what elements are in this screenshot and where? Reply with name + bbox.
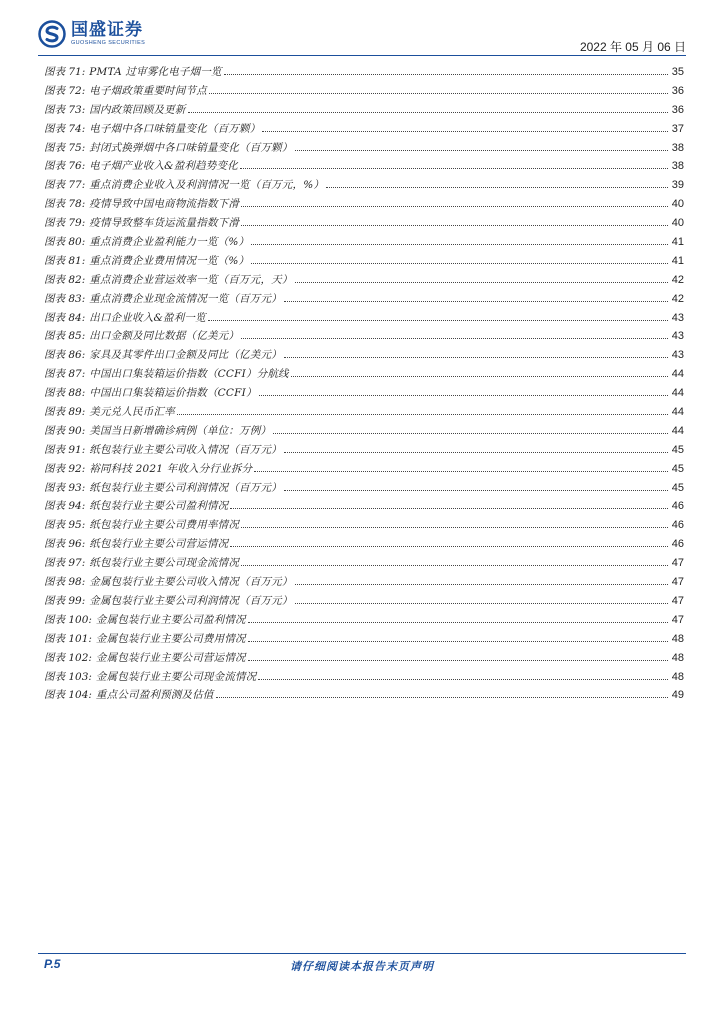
- page-ref: 38: [671, 141, 684, 154]
- page-ref: 41: [671, 254, 684, 267]
- figure-title: 疫情导致中国电商物流指数下滑: [89, 198, 240, 211]
- dot-leader: [251, 263, 668, 264]
- figure-title: 金属包装行业主要公司利润情况（百万元）: [89, 594, 293, 607]
- toc-entry[interactable]: [44, 668, 684, 687]
- toc-entry[interactable]: [44, 403, 684, 422]
- figure-title: 国内政策回顾及更新: [89, 103, 186, 116]
- toc-entry[interactable]: [44, 573, 684, 592]
- figure-title: 出口金额及同比数据（亿美元）: [89, 330, 240, 343]
- dot-leader: [241, 338, 668, 339]
- dot-leader: [248, 622, 668, 623]
- page-ref: 44: [671, 368, 684, 381]
- dot-leader: [291, 376, 668, 377]
- toc-entry[interactable]: [44, 195, 684, 214]
- figure-title: 中国出口集装箱运价指数（CCFI）分航线: [89, 368, 289, 381]
- toc-entry[interactable]: [44, 139, 684, 158]
- page-ref: 44: [671, 387, 684, 400]
- page-ref: 45: [671, 443, 684, 456]
- dot-leader: [273, 433, 668, 434]
- figure-title: 纸包装行业主要公司营运情况: [89, 538, 229, 551]
- dot-leader: [259, 395, 668, 396]
- figure-label: 图表 92:: [44, 462, 86, 475]
- figure-title: 纸包装行业主要公司费用率情况: [89, 519, 240, 532]
- page-ref: 38: [671, 160, 684, 173]
- dot-leader: [188, 112, 668, 113]
- figure-label: 图表 71:: [44, 66, 86, 78]
- dot-leader: [284, 357, 668, 358]
- figure-label: 图表 93:: [44, 481, 86, 494]
- figure-label: 图表 79:: [44, 217, 86, 230]
- figure-title: 电子烟中各口味销量变化（百万颗）: [89, 122, 261, 135]
- page-ref: 45: [671, 481, 684, 494]
- dot-leader: [295, 150, 668, 151]
- figure-label: 图表 81:: [44, 254, 86, 267]
- figure-label: 图表 98:: [44, 576, 86, 589]
- page-ref: 46: [671, 538, 684, 551]
- dot-leader: [177, 414, 668, 415]
- report-date: 2022 年 05 月 06 日: [579, 40, 686, 54]
- toc-entry[interactable]: [44, 460, 684, 479]
- figure-label: 图表 78:: [44, 198, 86, 211]
- toc-entry[interactable]: [44, 630, 684, 649]
- page-ref: 39: [671, 179, 684, 192]
- dot-leader: [251, 244, 668, 245]
- dot-leader: [262, 131, 668, 132]
- dot-leader: [258, 679, 668, 680]
- figure-title: 中国出口集装箱运价指数（CCFI）: [89, 387, 257, 400]
- page-number: P.5: [44, 957, 61, 971]
- figure-label: 图表 84:: [44, 311, 86, 324]
- page-header: [0, 0, 724, 56]
- figure-title: 出口企业收入&盈利一览: [89, 311, 206, 324]
- page-ref: 44: [671, 424, 684, 437]
- figure-label: 图表 87:: [44, 368, 86, 381]
- figure-title: 电子烟产业收入&盈利趋势变化: [89, 160, 238, 173]
- figure-label: 图表 88:: [44, 387, 86, 400]
- dot-leader: [295, 584, 668, 585]
- toc-entry[interactable]: [44, 327, 684, 346]
- figure-title: 纸包装行业主要公司现金流情况: [89, 557, 240, 570]
- figure-index-list: [44, 63, 684, 705]
- toc-entry[interactable]: [44, 441, 684, 460]
- toc-entry[interactable]: [44, 516, 684, 535]
- figure-label: 图表 95:: [44, 519, 86, 532]
- toc-entry[interactable]: [44, 63, 684, 82]
- dot-leader: [295, 282, 668, 283]
- disclaimer-note: 请仔细阅读本报告末页声明: [290, 960, 434, 973]
- figure-label: 图表 74:: [44, 122, 86, 135]
- dot-leader: [230, 546, 668, 547]
- toc-entry[interactable]: [44, 365, 684, 384]
- dot-leader: [326, 187, 668, 188]
- page-ref: 43: [671, 349, 684, 362]
- page-ref: 47: [671, 576, 684, 589]
- toc-entry[interactable]: [44, 384, 684, 403]
- page-ref: 47: [671, 594, 684, 607]
- figure-label: 图表 97:: [44, 557, 86, 570]
- figure-title: 金属包装行业主要公司收入情况（百万元）: [89, 576, 293, 589]
- figure-label: 图表 72:: [44, 84, 86, 97]
- dot-leader: [284, 490, 668, 491]
- dot-leader: [240, 168, 668, 169]
- page-ref: 42: [671, 292, 684, 305]
- figure-label: 图表 100:: [44, 613, 92, 626]
- figure-title: 金属包装行业主要公司营运情况: [95, 651, 246, 664]
- toc-entry[interactable]: [44, 214, 684, 233]
- figure-label: 图表 91:: [44, 443, 86, 456]
- figure-label: 图表 101:: [44, 632, 92, 645]
- figure-label: 图表 99:: [44, 594, 86, 607]
- figure-title: 家具及其零件出口金额及同比（亿美元）: [89, 349, 282, 362]
- toc-entry[interactable]: [44, 346, 684, 365]
- page-ref: 36: [671, 84, 684, 97]
- figure-label: 图表 82:: [44, 273, 86, 286]
- toc-entry[interactable]: [44, 101, 684, 120]
- figure-label: 图表 96:: [44, 538, 86, 551]
- dot-leader: [254, 471, 668, 472]
- figure-label: 图表 83:: [44, 292, 86, 305]
- page-ref: 46: [671, 500, 684, 513]
- figure-title: 金属包装行业主要公司盈利情况: [95, 613, 246, 626]
- toc-entry[interactable]: [44, 649, 684, 668]
- page-ref: 41: [671, 236, 684, 249]
- figure-label: 图表 76:: [44, 160, 86, 173]
- toc-entry[interactable]: [44, 611, 684, 630]
- figure-label: 图表 77:: [44, 179, 86, 192]
- brand-logo: [38, 20, 145, 48]
- page-ref: 44: [671, 406, 684, 419]
- page-ref: 42: [671, 273, 684, 286]
- page-ref: 36: [671, 103, 684, 116]
- figure-label: 图表 85:: [44, 330, 86, 343]
- dot-leader: [241, 527, 668, 528]
- toc-entry[interactable]: [44, 479, 684, 498]
- figure-title: 纸包装行业主要公司利润情况（百万元）: [89, 481, 282, 494]
- page-ref: 48: [671, 670, 684, 683]
- page-ref: 43: [671, 330, 684, 343]
- toc-entry[interactable]: [44, 554, 684, 573]
- figure-title: 封闭式换弹烟中各口味销量变化（百万颗）: [89, 141, 293, 154]
- page-ref: 47: [671, 557, 684, 570]
- toc-entry[interactable]: [44, 252, 684, 271]
- figure-title: 美国当日新增确诊病例（单位：万例）: [89, 424, 272, 437]
- dot-leader: [241, 225, 668, 226]
- dot-leader: [241, 565, 668, 566]
- page-ref: 37: [671, 122, 684, 135]
- figure-title: 电子烟政策重要时间节点: [89, 84, 207, 97]
- figure-label: 图表 103:: [44, 670, 92, 683]
- figure-title: PMTA 过审雾化电子烟一览: [89, 66, 222, 78]
- page-ref: 48: [671, 632, 684, 645]
- figure-title: 纸包装行业主要公司盈利情况: [89, 500, 229, 513]
- toc-entry[interactable]: [44, 176, 684, 195]
- figure-label: 图表 73:: [44, 103, 86, 116]
- brand-name-cn: 国盛证券: [71, 20, 143, 40]
- figure-title: 重点消费企业盈利能力一览（%）: [89, 236, 250, 249]
- dot-leader: [284, 452, 668, 453]
- dot-leader: [248, 660, 668, 661]
- page-ref: 40: [671, 198, 684, 211]
- toc-entry[interactable]: [44, 422, 684, 441]
- toc-entry[interactable]: [44, 686, 684, 705]
- figure-title: 纸包装行业主要公司收入情况（百万元）: [89, 443, 282, 456]
- logo-mark-icon: [38, 20, 66, 48]
- brand-name-en: GUOSHENG SECURITIES: [71, 40, 146, 46]
- page-ref: 35: [671, 66, 684, 78]
- figure-label: 图表 90:: [44, 424, 86, 437]
- toc-entry[interactable]: [44, 592, 684, 611]
- header-divider: [38, 55, 686, 56]
- figure-label: 图表 75:: [44, 141, 86, 154]
- figure-label: 图表 86:: [44, 349, 86, 362]
- page-ref: 49: [671, 689, 684, 702]
- page-ref: 48: [671, 651, 684, 664]
- figure-title: 金属包装行业主要公司费用情况: [95, 632, 246, 645]
- toc-entry[interactable]: [44, 233, 684, 252]
- figure-label: 图表 104:: [44, 689, 92, 702]
- toc-entry[interactable]: [44, 271, 684, 290]
- page-ref: 40: [671, 217, 684, 230]
- figure-label: 图表 102:: [44, 651, 92, 664]
- dot-leader: [209, 93, 668, 94]
- figure-title: 重点消费企业收入及利润情况一览（百万元，%）: [89, 179, 325, 192]
- dot-leader: [230, 508, 668, 509]
- dot-leader: [241, 206, 668, 207]
- toc-entry[interactable]: [44, 82, 684, 101]
- figure-title: 重点消费企业费用情况一览（%）: [89, 254, 250, 267]
- toc-entry[interactable]: [44, 309, 684, 328]
- figure-label: 图表 89:: [44, 406, 86, 419]
- figure-title: 重点消费企业营运效率一览（百万元，天）: [89, 273, 293, 286]
- page-ref: 43: [671, 311, 684, 324]
- toc-entry[interactable]: [44, 157, 684, 176]
- toc-entry[interactable]: [44, 290, 684, 309]
- figure-title: 裕同科技 2021 年收入分行业拆分: [89, 462, 253, 475]
- footer-divider: [38, 953, 686, 954]
- toc-entry[interactable]: [44, 497, 684, 516]
- toc-entry[interactable]: [44, 535, 684, 554]
- figure-label: 图表 80:: [44, 236, 86, 249]
- dot-leader: [248, 641, 668, 642]
- figure-title: 疫情导致整车货运流量指数下滑: [89, 217, 240, 230]
- dot-leader: [295, 603, 668, 604]
- dot-leader: [284, 301, 668, 302]
- page-ref: 47: [671, 613, 684, 626]
- dot-leader: [216, 697, 668, 698]
- toc-entry[interactable]: [44, 120, 684, 139]
- figure-title: 美元兑人民币汇率: [89, 406, 175, 419]
- figure-title: 重点消费企业现金流情况一览（百万元）: [89, 292, 282, 305]
- figure-label: 图表 94:: [44, 500, 86, 513]
- dot-leader: [224, 74, 668, 75]
- figure-title: 重点公司盈利预测及估值: [95, 689, 214, 702]
- page-ref: 46: [671, 519, 684, 532]
- dot-leader: [208, 320, 668, 321]
- figure-title: 金属包装行业主要公司现金流情况: [95, 670, 257, 683]
- page-ref: 45: [671, 462, 684, 475]
